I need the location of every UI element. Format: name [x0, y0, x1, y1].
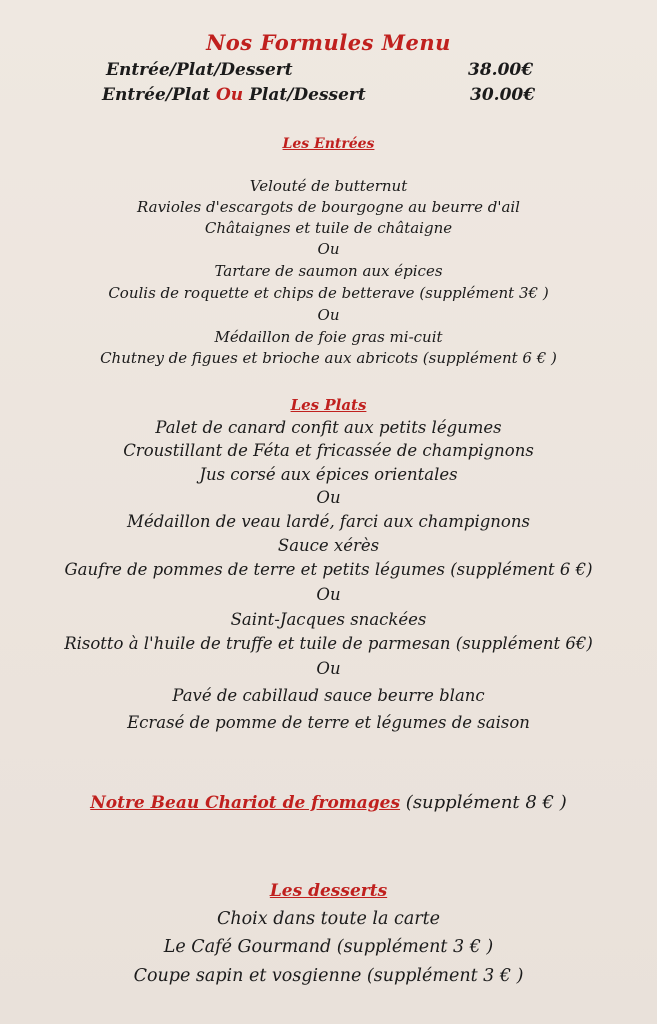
formula-label	[102, 85, 366, 105]
menu-line: Tartare de saumon aux épices	[214, 262, 443, 280]
menu-line: Velouté de butternut	[249, 177, 408, 195]
formula-label-part: Plat/Dessert	[243, 85, 366, 105]
menu-title: Nos Formules Menu	[206, 30, 451, 55]
menu-line: Jus corsé aux épices orientales	[199, 465, 458, 484]
entrees-heading: Les Entrées	[282, 136, 375, 152]
menu-line: Châtaignes et tuile de châtaigne	[204, 219, 453, 237]
menu-line: Croustillant de Féta et fricassée de champignons	[123, 441, 534, 460]
menu-line: Ou	[317, 306, 340, 324]
menu-line: Coupe sapin et vosgienne (supplément 3 € )	[133, 966, 524, 986]
menu-line: Ecrasé de pomme de terre et légumes de saison	[127, 713, 530, 732]
formula-label: Entrée/Plat/Dessert	[106, 60, 293, 80]
cheese-supplement: (supplément 8 € )	[400, 792, 567, 813]
menu-line: Palet de canard confit aux petits légumes	[155, 418, 502, 437]
menu-line: Ou	[316, 488, 341, 507]
menu-line: Coulis de roquette et chips de betterave (supplément 3€ )	[108, 284, 549, 302]
menu-line: Risotto à l'huile de truffe et tuile de parmesan (supplément 6€)	[64, 634, 593, 653]
cheese-course	[0, 792, 657, 813]
formula-price: 30.00€	[470, 85, 536, 105]
formula-price: 38.00€	[468, 60, 534, 80]
menu-line: Chutney de figues et brioche aux abricots (supplément 6 € )	[100, 349, 557, 367]
menu-line: Médaillon de foie gras mi-cuit	[214, 328, 443, 346]
menu-line: Ou	[316, 659, 341, 678]
menu-line: Le Café Gourmand (supplément 3 € )	[163, 937, 494, 957]
menu-line: Choix dans toute la carte	[216, 909, 441, 929]
menu-line: Sauce xérès	[277, 536, 380, 555]
menu-line: Gaufre de pommes de terre et petits légumes (supplément 6 €)	[64, 560, 593, 579]
menu-line: Ravioles d'escargots de bourgogne au beurre d'ail	[137, 198, 520, 216]
formula-or-highlight: Ou	[216, 85, 244, 105]
formula-label-part: Entrée/Plat	[102, 85, 216, 105]
menu-line: Pavé de cabillaud sauce beurre blanc	[172, 686, 485, 705]
menu-line: Saint-Jacques snackées	[230, 610, 427, 629]
menu-line: Médaillon de veau lardé, farci aux champignons	[127, 512, 530, 531]
menu-line: Ou	[317, 240, 340, 258]
plats-heading: Les Plats	[290, 396, 367, 414]
desserts-heading: Les desserts	[269, 881, 388, 901]
menu-line: Ou	[316, 585, 341, 604]
cheese-heading: Notre Beau Chariot de fromages	[90, 793, 401, 813]
